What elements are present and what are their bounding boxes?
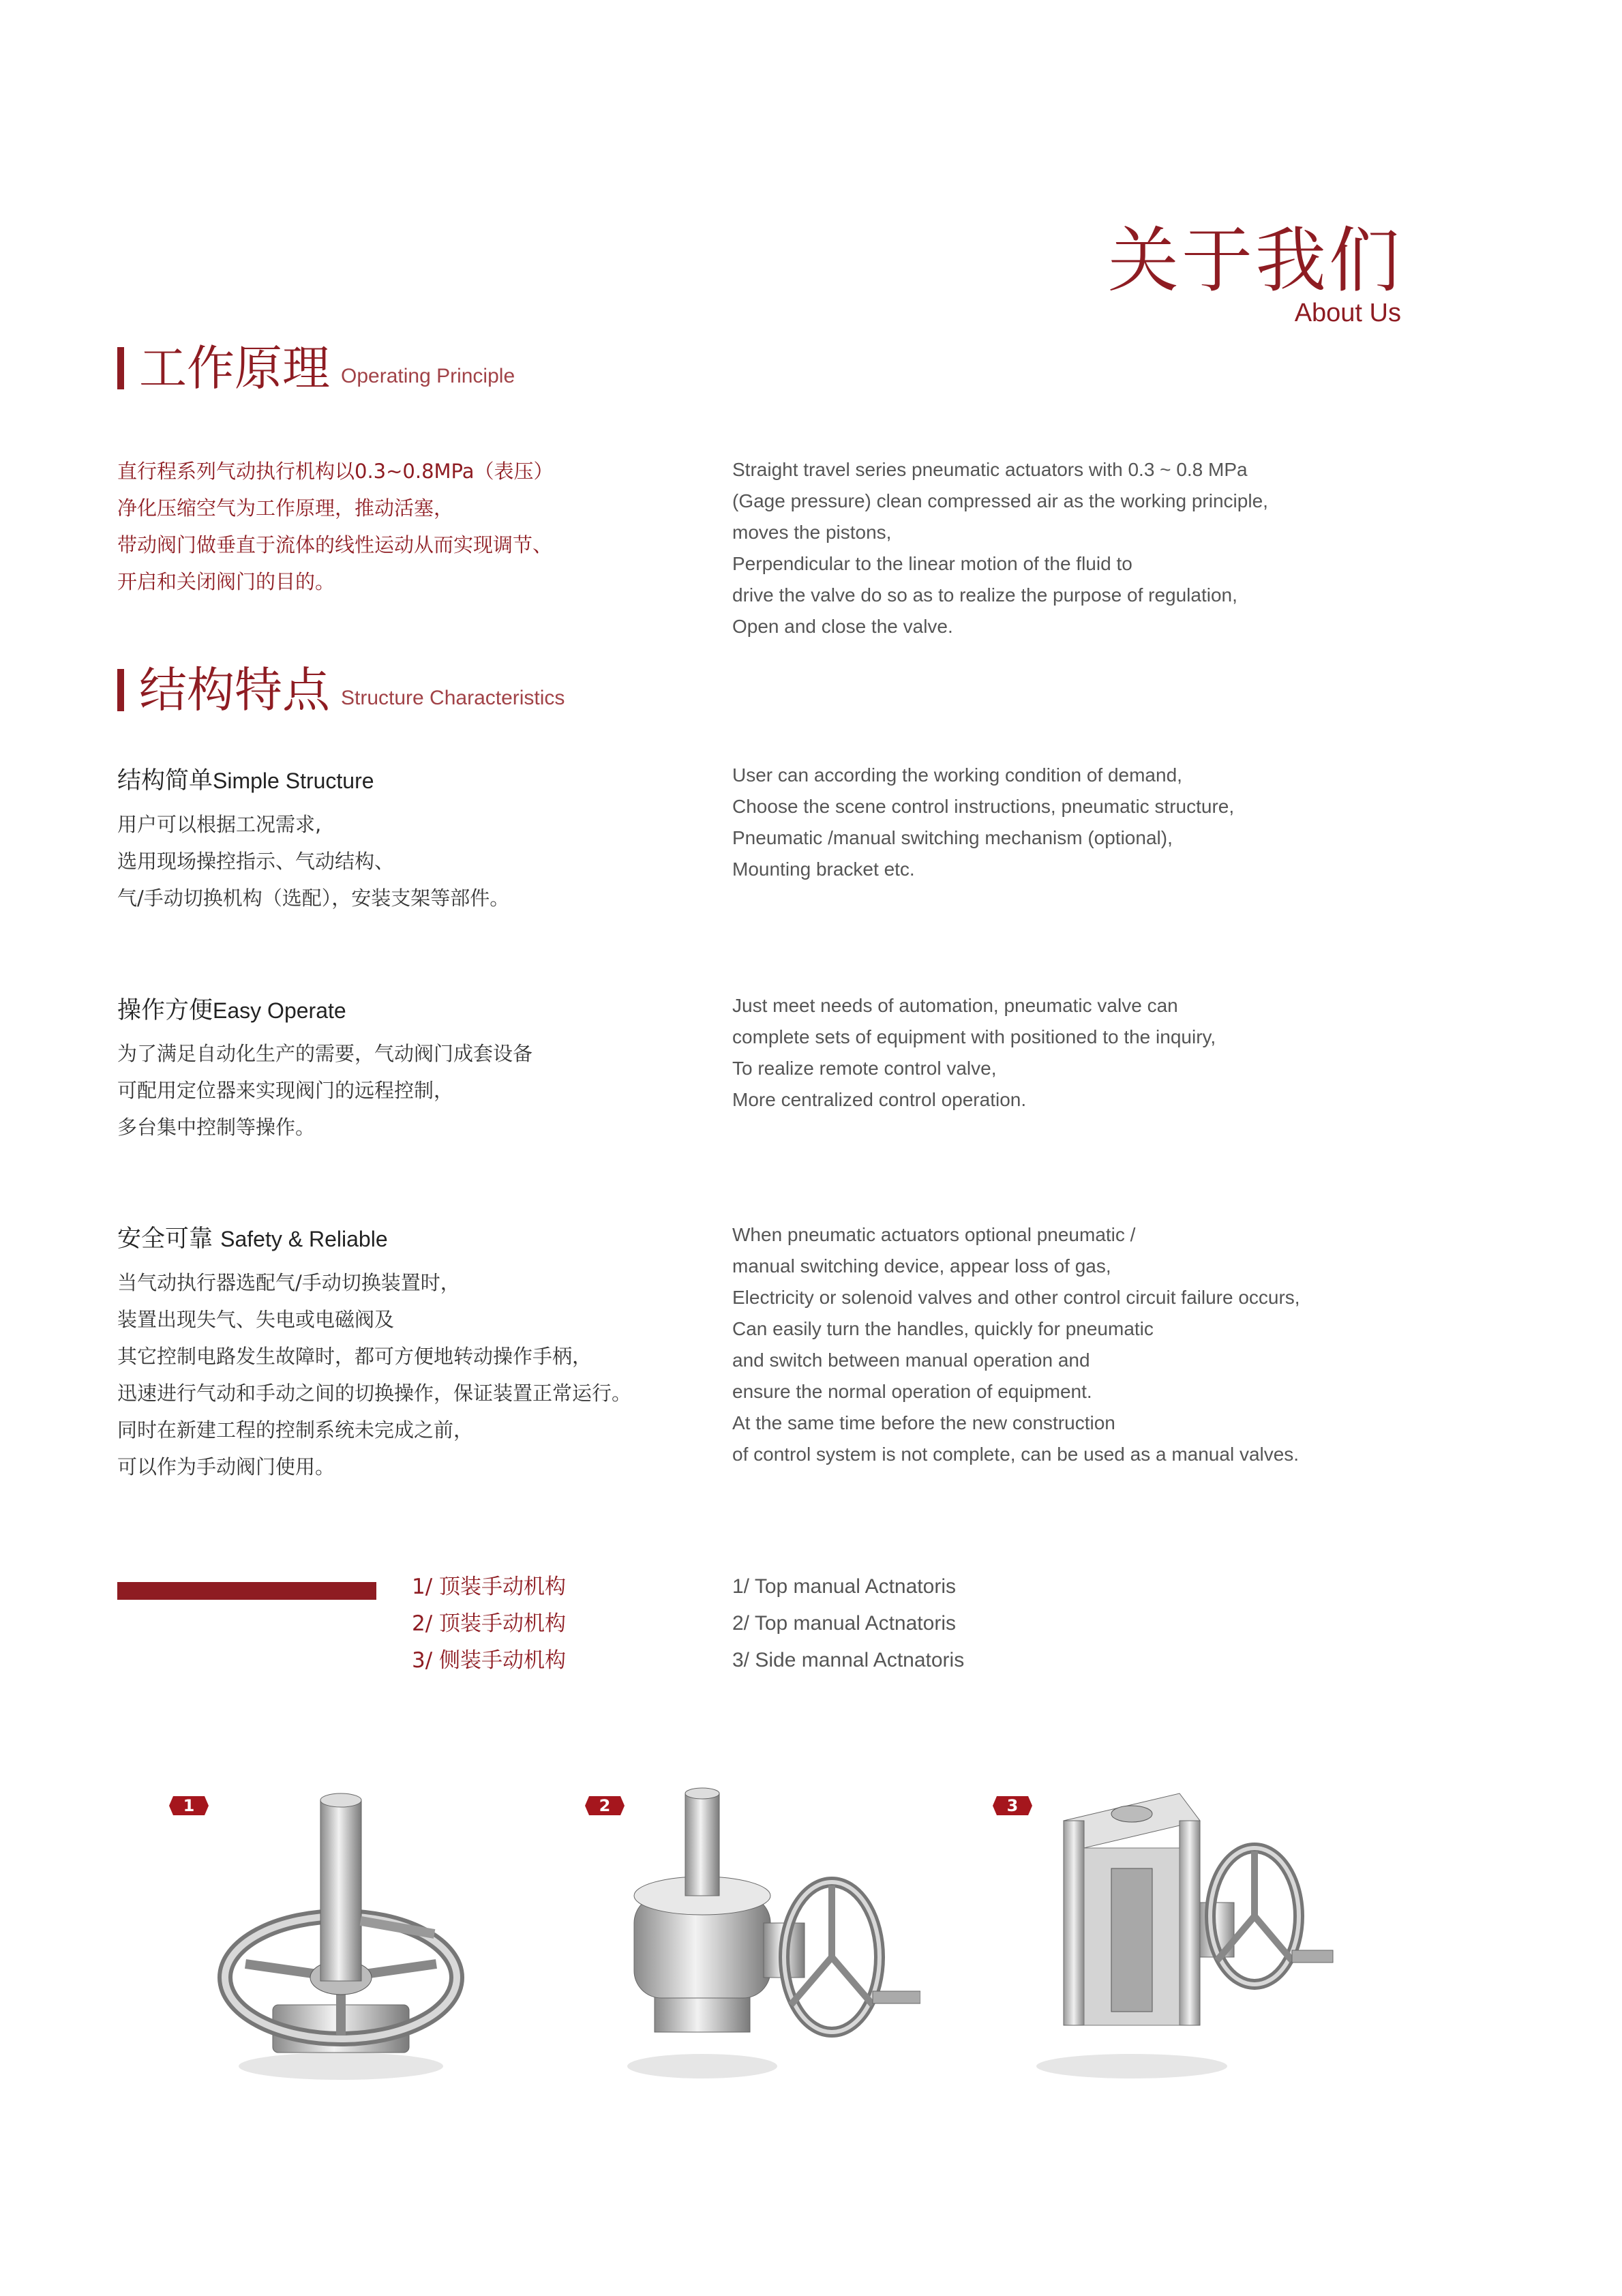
text-line: To realize remote control valve, bbox=[732, 1058, 997, 1079]
section-divider-bar bbox=[117, 1582, 376, 1600]
text-line: 装置出现失气、失电或电磁阀及 bbox=[117, 1308, 395, 1331]
structure-heading-en: Structure Characteristics bbox=[341, 687, 565, 709]
list-item: 2/ 顶装手动机构 bbox=[412, 1611, 567, 1636]
text-line: User can according the working condition of demand, bbox=[732, 764, 1182, 786]
title-en: Simple Structure bbox=[213, 769, 374, 793]
text-line: and switch between manual operation and bbox=[732, 1350, 1090, 1371]
heading-bar bbox=[117, 347, 124, 389]
text-line: Can easily turn the handles, quickly for pneumatic bbox=[732, 1318, 1154, 1339]
text-line: 为了满足自动化生产的需要，气动阀门成套设备 bbox=[117, 1042, 533, 1065]
text-line: 可配用定位器来实现阀门的远程控制， bbox=[117, 1079, 454, 1102]
badge-number: 2 bbox=[599, 1796, 611, 1815]
easy-operate-en bbox=[732, 990, 1216, 1116]
text-line: Straight travel series pneumatic actuators with 0.3 ~ 0.8 MPa bbox=[732, 459, 1248, 480]
operating-heading bbox=[117, 340, 515, 396]
text-line: More centralized control operation. bbox=[732, 1089, 1027, 1110]
top-gear-handwheel-actuator-icon bbox=[607, 1780, 920, 2093]
page-title-en: About Us bbox=[1294, 299, 1401, 327]
text-line: Pneumatic /manual switching mechanism (optional), bbox=[732, 827, 1173, 848]
manual-list-cn bbox=[412, 1568, 566, 1679]
operating-en-text bbox=[732, 454, 1268, 642]
heading-bar bbox=[117, 669, 124, 711]
text-line: complete sets of equipment with positioned to the inquiry, bbox=[732, 1026, 1216, 1047]
text-line: 带动阀门做垂直于流体的线性运动从而实现调节、 bbox=[117, 533, 553, 556]
text-line: 气/手动切换机构（选配），安装支架等部件。 bbox=[117, 886, 510, 910]
text-line: 迅速进行气动和手动之间的切换操作，保证装置正常运行。 bbox=[117, 1382, 632, 1405]
text-line: Just meet needs of automation, pneumatic valve can bbox=[732, 995, 1178, 1016]
text-line: 开启和关闭阀门的目的。 bbox=[117, 570, 335, 593]
safety-reliable-en bbox=[732, 1219, 1300, 1470]
list-item: 2/ Top manual Actnatoris bbox=[732, 1612, 956, 1635]
badge-number: 1 bbox=[183, 1796, 195, 1815]
text-line: (Gage pressure) clean compressed air as the working principle, bbox=[732, 490, 1268, 511]
manual-list-en bbox=[732, 1568, 964, 1679]
list-item: 3/ Side mannal Actnatoris bbox=[732, 1649, 965, 1671]
text-line: When pneumatic actuators optional pneumatic / bbox=[732, 1224, 1136, 1245]
side-gearbox-handwheel-actuator-icon bbox=[1023, 1780, 1336, 2093]
title-cn: 操作方便 bbox=[117, 997, 213, 1024]
text-line: Perpendicular to the linear motion of the fluid to bbox=[732, 553, 1132, 574]
number-badge-icon bbox=[169, 1793, 209, 1818]
safety-reliable-title bbox=[117, 1227, 388, 1251]
simple-structure-en bbox=[732, 760, 1234, 885]
top-handwheel-actuator-icon bbox=[205, 1780, 518, 2093]
text-line: 用户可以根据工况需求, bbox=[117, 813, 322, 836]
text-line: Choose the scene control instructions, pneumatic structure, bbox=[732, 796, 1235, 817]
product-1-badge bbox=[169, 1793, 209, 1821]
text-line: Mounting bracket etc. bbox=[732, 859, 915, 880]
safety-reliable-cn bbox=[117, 1264, 631, 1485]
badge-number: 3 bbox=[1006, 1796, 1019, 1815]
text-line: Electricity or solenoid valves and other control circuit failure occurs, bbox=[732, 1287, 1300, 1308]
structure-heading bbox=[117, 662, 565, 718]
text-line: 同时在新建工程的控制系统未完成之前， bbox=[117, 1418, 474, 1442]
title-cn: 安全可靠 bbox=[117, 1225, 221, 1253]
text-line: 多台集中控制等操作。 bbox=[117, 1116, 316, 1139]
operating-cn-text bbox=[117, 453, 554, 600]
structure-heading-cn: 结构特点 bbox=[139, 662, 330, 718]
operating-heading-en: Operating Principle bbox=[341, 365, 515, 387]
text-line: manual switching device, appear loss of gas, bbox=[732, 1255, 1111, 1277]
text-line: moves the pistons, bbox=[732, 522, 892, 543]
easy-operate-title bbox=[117, 999, 346, 1023]
title-en: Easy Operate bbox=[213, 998, 346, 1023]
text-line: drive the valve do so as to realize the purpose of regulation, bbox=[732, 584, 1237, 606]
text-line: of control system is not complete, can be used as a manual valves. bbox=[732, 1444, 1300, 1465]
title-cn: 结构简单 bbox=[117, 767, 213, 794]
list-item: 3/ 侧装手动机构 bbox=[412, 1648, 567, 1673]
list-item: 1/ 顶装手动机构 bbox=[412, 1575, 567, 1599]
title-en: Safety & Reliable bbox=[220, 1227, 388, 1251]
operating-heading-cn: 工作原理 bbox=[139, 340, 330, 396]
text-line: 净化压缩空气为工作原理，推动活塞， bbox=[117, 496, 454, 520]
text-line: 其它控制电路发生故障时，都可方便地转动操作手柄， bbox=[117, 1345, 592, 1368]
simple-structure-title bbox=[117, 769, 374, 793]
simple-structure-cn bbox=[117, 806, 509, 916]
list-item: 1/ Top manual Actnatoris bbox=[732, 1575, 956, 1598]
text-line: ensure the normal operation of equipment. bbox=[732, 1381, 1092, 1402]
easy-operate-cn bbox=[117, 1035, 532, 1146]
page-title-cn: 关于我们 bbox=[1107, 219, 1402, 302]
text-line: 选用现场操控指示、气动结构、 bbox=[117, 850, 395, 873]
text-line: 当气动执行器选配气/手动切换装置时， bbox=[117, 1271, 460, 1294]
text-line: 可以作为手动阀门使用。 bbox=[117, 1455, 335, 1478]
text-line: At the same time before the new construction bbox=[732, 1412, 1115, 1433]
text-line: 直行程系列气动执行机构以0.3~0.8MPa（表压） bbox=[117, 460, 554, 483]
text-line: Open and close the valve. bbox=[732, 616, 953, 637]
